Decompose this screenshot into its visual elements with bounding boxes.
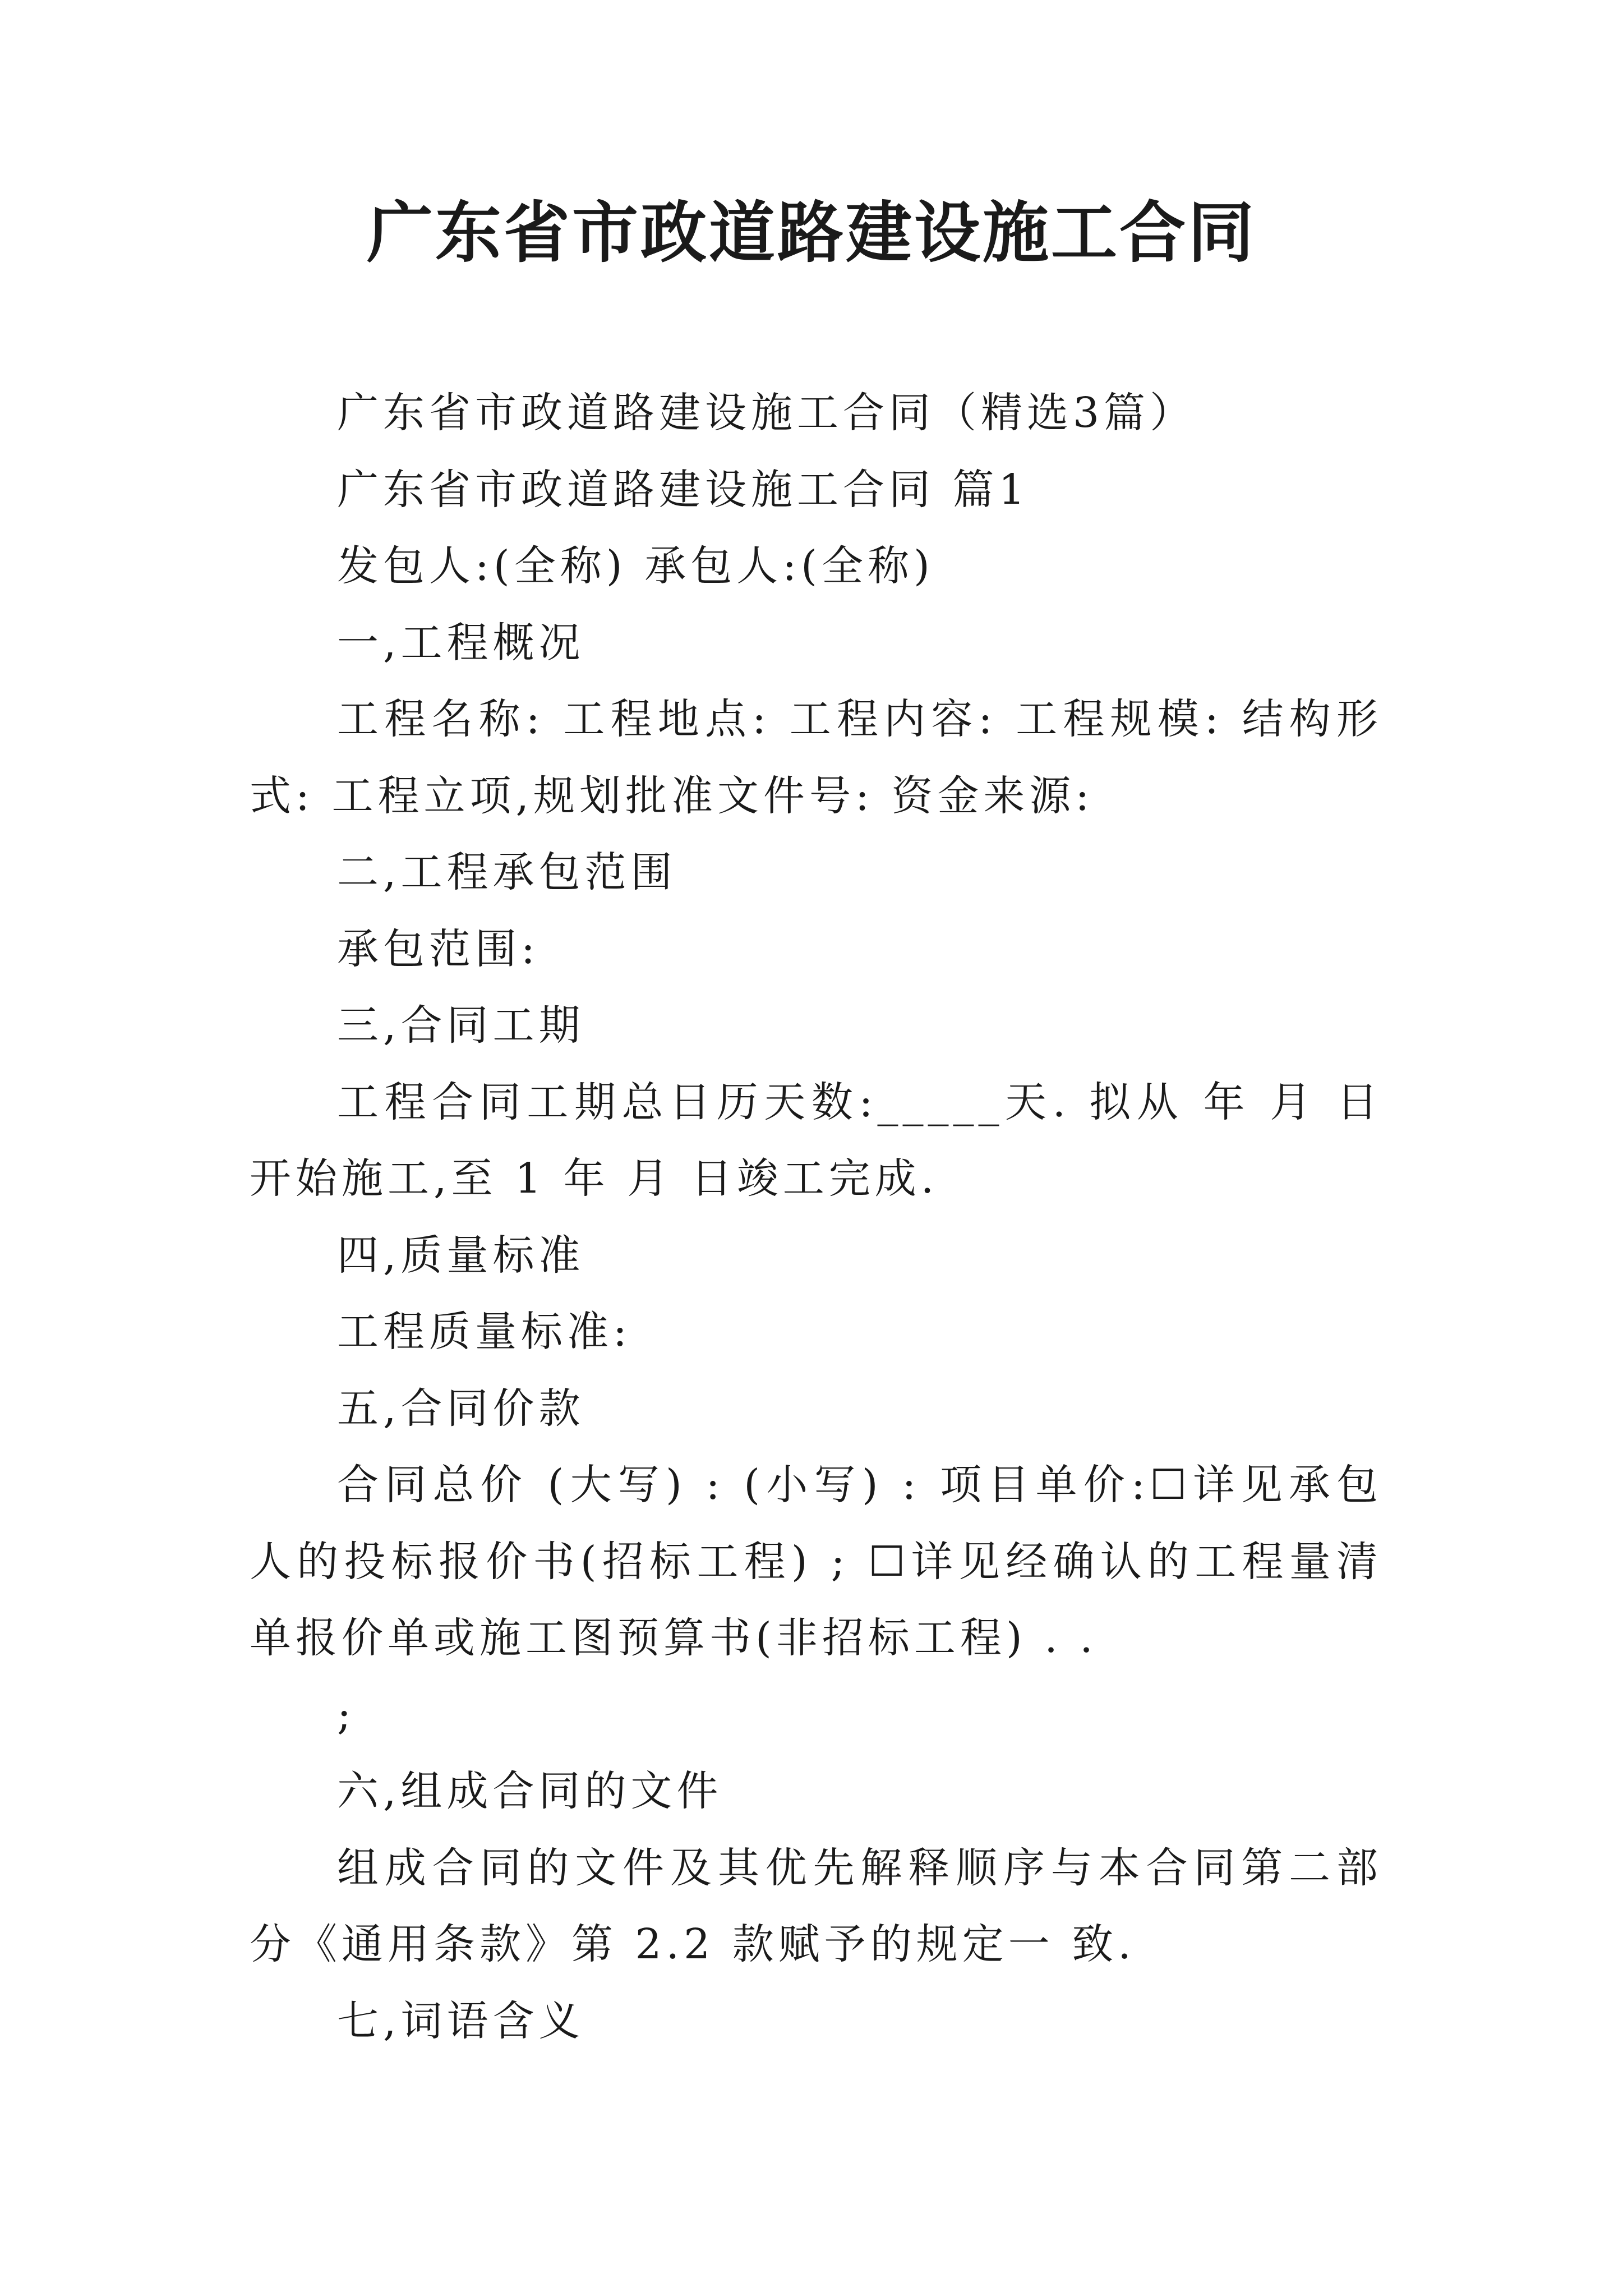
- paragraph-collection-title: 广东省市政道路建设施工合同（精选3篇）: [337, 389, 1196, 437]
- paragraph-project-details: 工程名称: 工程地点: 工程内容: 工程规模: 结构形式: 工程立项,规划批准文件号: 资金来源:: [250, 695, 1382, 820]
- document-title: 广东省市政道路建设施工合同: [366, 194, 1256, 272]
- paragraph-price: 合同总价 (大写) : (小写) : 项目单价:☐详见承包人的投标报价书(招标工程) ; ☐详见经确认的工程量清单报价单或施工图预算书(非招标工程) . .: [250, 1461, 1382, 1662]
- section-heading-1: 一,工程概况: [337, 618, 585, 667]
- section-heading-5: 五,合同价款: [337, 1384, 585, 1433]
- paragraph-documents: 组成合同的文件及其优先解释顺序与本合同第二部分《通用条款》第 2.2 款赋予的规定一 致.: [250, 1843, 1382, 1968]
- section-heading-2: 二,工程承包范围: [337, 848, 677, 896]
- section-heading-4: 四,质量标准: [337, 1231, 585, 1280]
- paragraph-part-heading: 广东省市政道路建设施工合同 篇1: [337, 465, 1030, 514]
- section-heading-3: 三,合同工期: [337, 1001, 585, 1050]
- section-heading-6: 六,组成合同的文件: [337, 1767, 723, 1815]
- paragraph-parties: 发包人:(全称) 承包人:(全称): [337, 542, 934, 590]
- paragraph-quality: 工程质量标准:: [337, 1308, 631, 1356]
- paragraph-schedule: 工程合同工期总日历天数:_____天. 拟从 年 月 日开始施工,至 1 年 月 日竣工完成.: [250, 1078, 1382, 1203]
- document-body: [250, 375, 1382, 2059]
- paragraph-semicolon: ;: [337, 1690, 356, 1739]
- paragraph-scope: 承包范围:: [337, 924, 540, 973]
- section-heading-7: 七,词语含义: [337, 1996, 585, 2045]
